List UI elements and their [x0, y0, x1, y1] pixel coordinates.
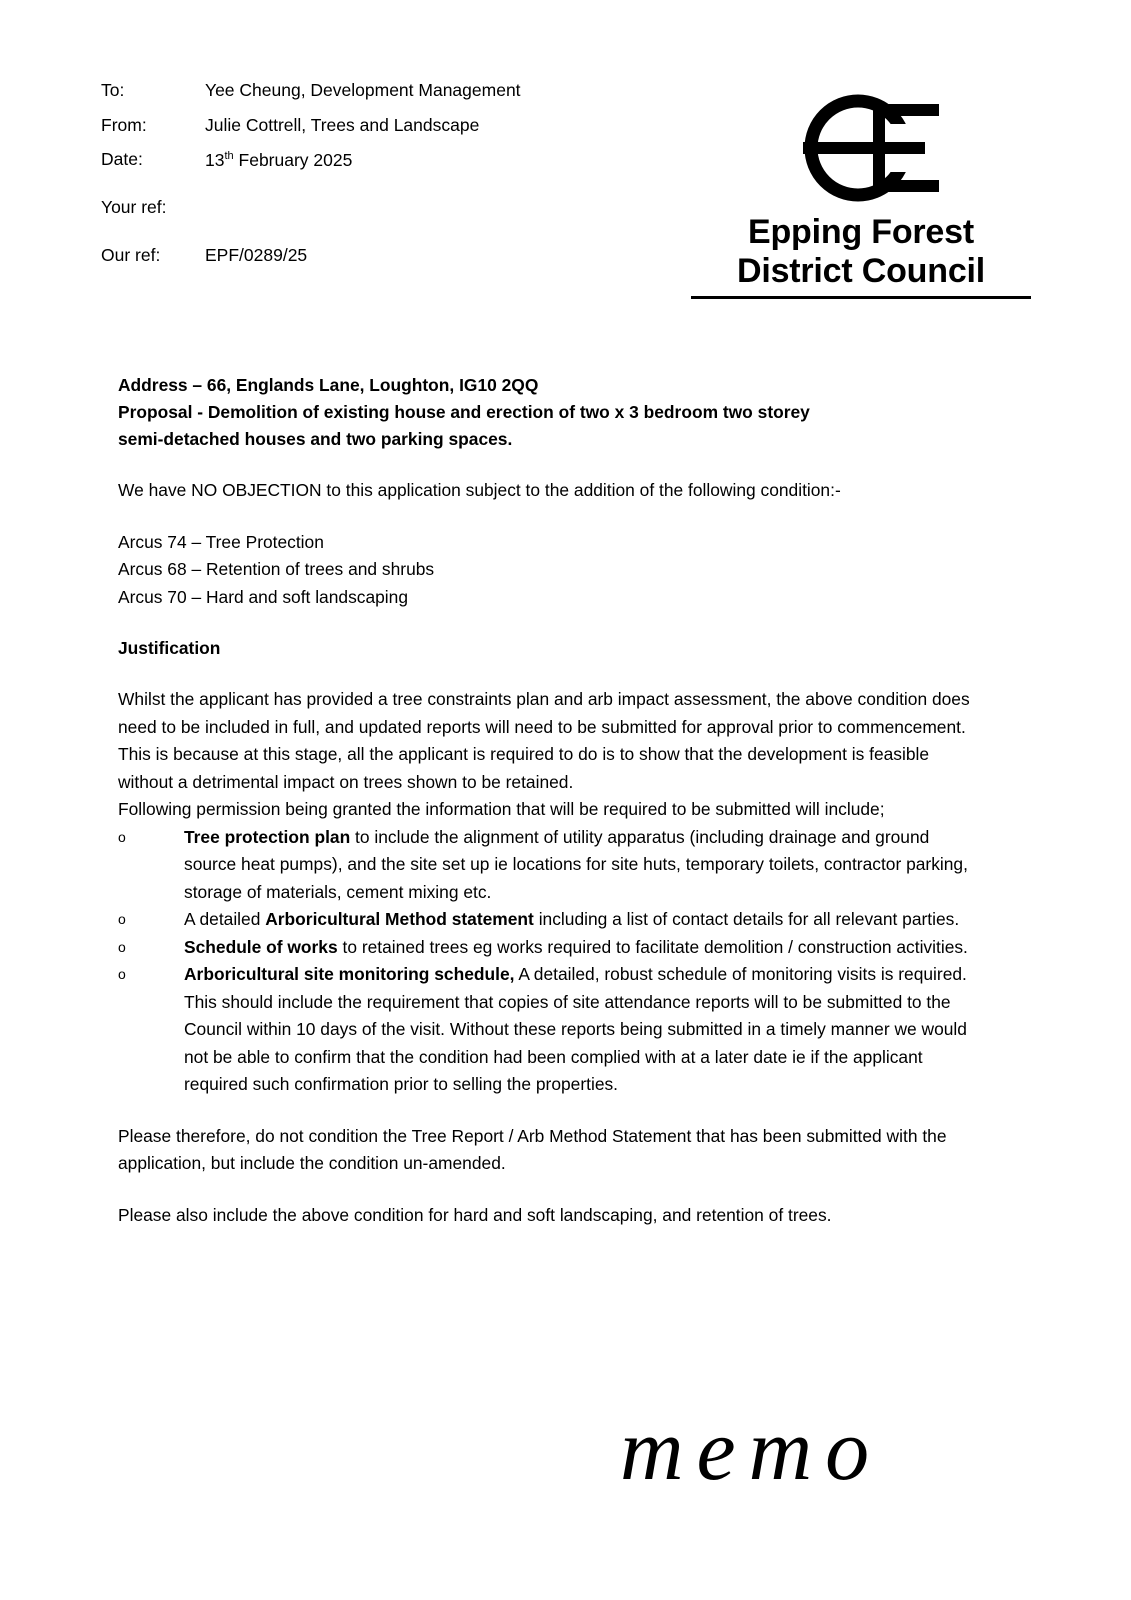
- memo-wordmark: memo: [620, 1402, 883, 1499]
- memo-meta-block: [101, 82, 621, 281]
- proposal-line-2: semi-detached houses and two parking spaces.: [118, 429, 513, 450]
- condition-item: Arcus 74 – Tree Protection: [118, 531, 324, 552]
- memo-row-our-ref: [101, 244, 621, 265]
- date-ordinal-suffix: th: [224, 150, 234, 162]
- memo-row-to: [101, 82, 621, 100]
- memo-row-your-ref: [101, 199, 621, 217]
- list-item-rest: to retained trees eg works required to facilitate demolition / construction activities.: [337, 936, 968, 957]
- list-item-bold: Schedule of works: [184, 936, 338, 957]
- condition-item: Arcus 68 – Retention of trees and shrubs: [118, 559, 435, 580]
- spacer: [118, 453, 986, 477]
- date-day: 13: [205, 149, 225, 170]
- spacer: [118, 1099, 986, 1123]
- council-logo: [691, 86, 1031, 299]
- condition-item: Arcus 70 – Hard and soft landscaping: [118, 586, 409, 607]
- closing-paragraph-1: Please therefore, do not condition the Tree Report / Arb Method Statement that has been submitted with the application, but include the condition un-amended.: [118, 1125, 947, 1174]
- bullet-marker-icon: o: [118, 911, 126, 928]
- memo-label-from: From:: [101, 114, 147, 135]
- list-item-rest: to include the alignment of utility apparatus (including drainage and ground source heat pumps), and the site set up ie locations for site huts, temporary toilets, contractor parking, storage of materials, cement mixing etc.: [184, 826, 968, 902]
- memo-value-from: Julie Cottrell, Trees and Landscape: [205, 114, 480, 135]
- list-item-rest: including a list of contact details for all relevant parties.: [533, 909, 960, 930]
- justification-paragraph-1: Whilst the applicant has provided a tree constraints plan and arb impact assessment, the above condition does need to be included in full, and updated reports will need to be submitted for approval prior to commencement. This is because at this stage, all the applicant is required to do is to show that the development is feasible without a detrimental impact on trees shown to be retained.: [118, 689, 970, 792]
- memo-header: [101, 82, 1031, 299]
- list-item: [118, 934, 986, 962]
- list-item-rest: A detailed, robust schedule of monitoring visits is required. This should include the requirement that copies of site attendance reports will to be submitted to the Council within 10 days of the visit. Without these reports being submitted in a timely manner we would not be able to confirm that the condition had been complied with at a later date ie if the applicant required such confirmation prior to selling the properties.: [184, 964, 967, 1095]
- bullet-marker-icon: o: [118, 966, 126, 983]
- proposal-line-1: Proposal - Demolition of existing house and erection of two x 3 bedroom two storey: [118, 402, 810, 423]
- address-line: Address – 66, Englands Lane, Loughton, IG10 2QQ: [118, 375, 539, 395]
- list-item-text: [184, 961, 986, 1099]
- list-item-bold: Tree protection plan: [184, 826, 351, 847]
- list-item-bold: Arboricultural site monitoring schedule,: [184, 964, 515, 985]
- memo-label-to: To:: [101, 80, 125, 100]
- memo-row-from: [101, 114, 621, 135]
- memo-label-your-ref: Your ref:: [101, 197, 167, 218]
- spacer: [118, 1178, 986, 1202]
- list-item-bold: Arboricultural Method statement: [265, 909, 534, 930]
- list-item: [118, 906, 986, 934]
- list-item-text: [184, 934, 986, 962]
- spacer: [118, 505, 986, 529]
- spacer: [118, 662, 986, 686]
- memo-value-our-ref: EPF/0289/25: [205, 244, 308, 265]
- council-logo-text: [691, 213, 1031, 299]
- closing-paragraph-2: Please also include the above condition for hard and soft landscaping, and retention of trees.: [118, 1204, 832, 1225]
- memo-value-your-ref: [205, 199, 621, 217]
- list-item-text: [184, 824, 986, 907]
- bullet-marker-icon: o: [118, 938, 126, 955]
- date-rest: February 2025: [233, 149, 353, 170]
- council-logo-line2: District Council: [736, 252, 986, 291]
- justification-paragraph-2: Following permission being granted the information that will be required to be submitted will include;: [118, 799, 885, 820]
- memo-label-date: Date:: [101, 149, 143, 169]
- address-proposal-block: [118, 372, 986, 453]
- bullet-marker-icon: o: [118, 828, 126, 845]
- memo-body: [118, 372, 986, 1229]
- memo-label-our-ref: Our ref:: [101, 244, 161, 265]
- efdc-monogram-icon: [691, 86, 1031, 211]
- council-logo-line1: Epping Forest: [748, 213, 974, 251]
- list-item-pre: A detailed: [184, 909, 266, 930]
- list-item: [118, 961, 986, 1099]
- memo-value-date: [205, 151, 621, 169]
- justification-heading: Justification: [118, 637, 221, 658]
- list-item: [118, 824, 986, 907]
- list-item-text: [184, 906, 986, 934]
- memo-row-date: [101, 151, 621, 169]
- memo-value-to: Yee Cheung, Development Management: [205, 80, 521, 100]
- spacer: [118, 611, 986, 635]
- objection-statement: We have NO OBJECTION to this application subject to the addition of the following condition:-: [118, 480, 841, 501]
